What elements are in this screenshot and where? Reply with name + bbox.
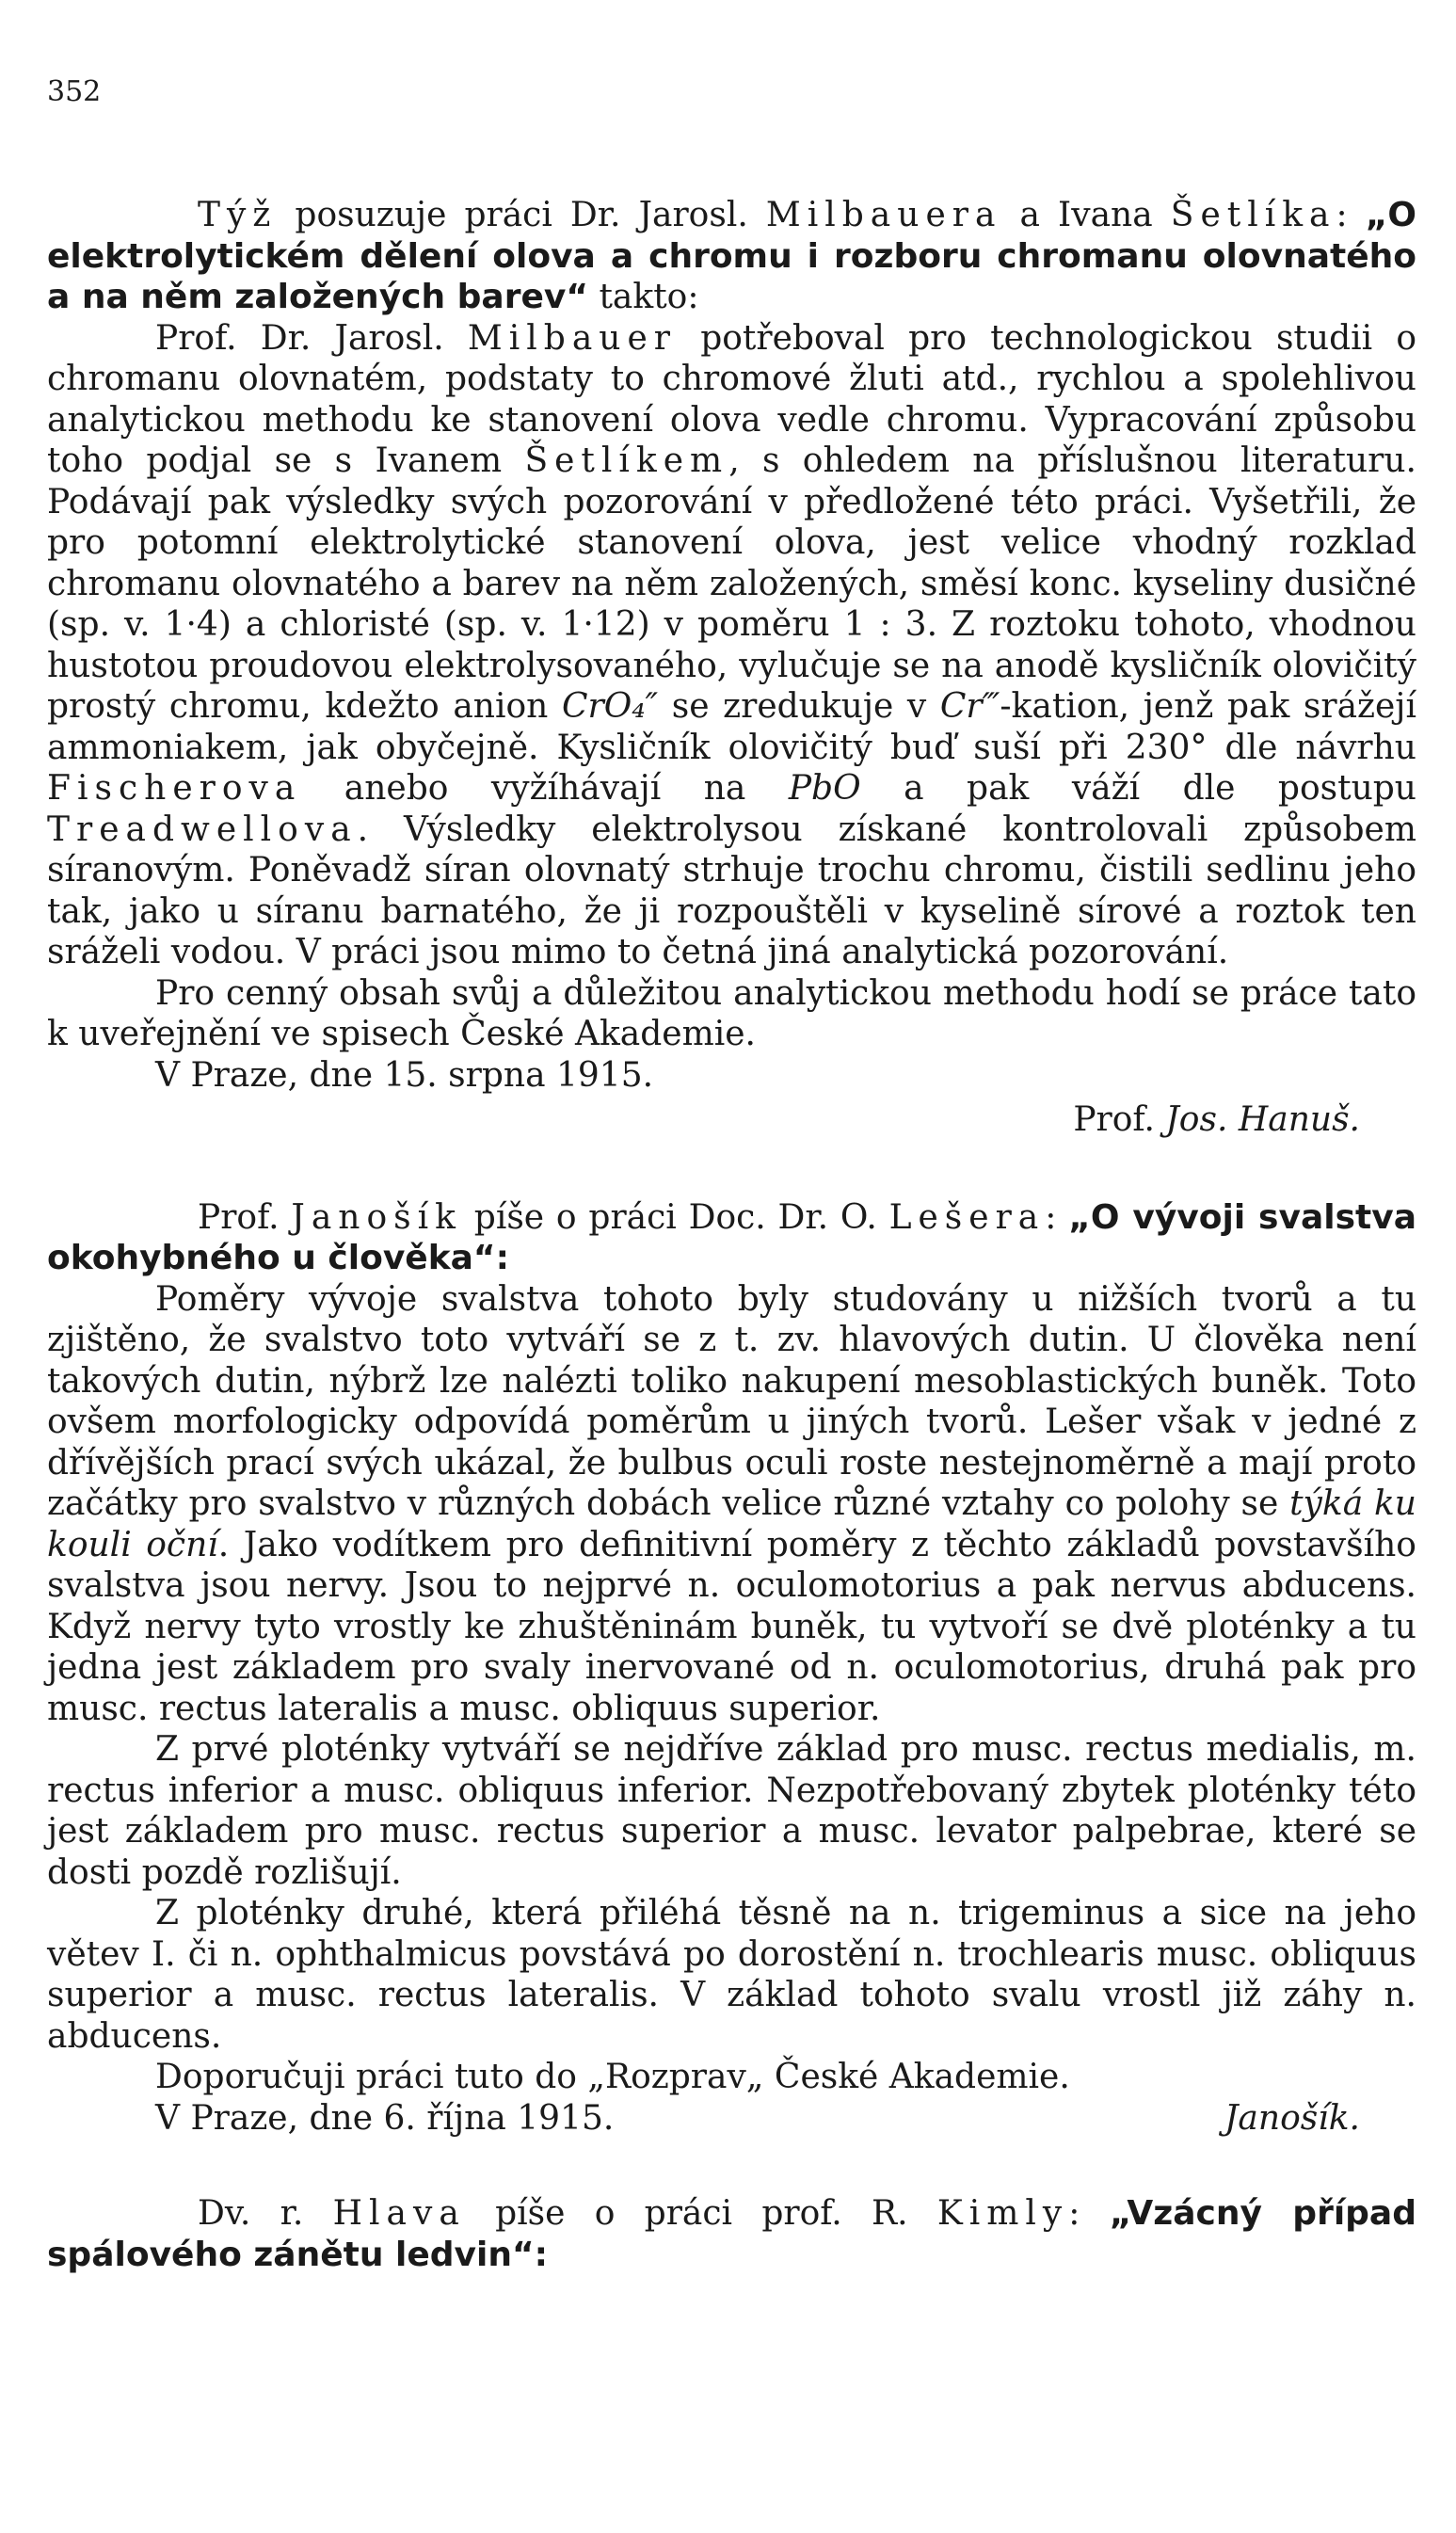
heading-text: a Ivana — [1001, 196, 1171, 234]
text-run: se zredukuje v — [658, 687, 940, 726]
review-paragraph — [47, 318, 1416, 973]
review-paragraph: Doporučuji práci tuto do „Rozprav„ České Akademie. — [155, 2058, 1070, 2096]
heading-text: posuzuje práci Dr. Jarosl. — [277, 196, 766, 234]
review-kimla — [47, 2193, 1416, 2275]
reviewer-name: Hlava — [332, 2194, 466, 2233]
author-name: Milbauera — [765, 196, 1002, 234]
heading-text: píše o práci Doc. Dr. O. — [461, 1197, 889, 1237]
text-column — [47, 195, 1416, 2275]
chemical-formula: CrO₄″ — [561, 687, 659, 726]
reviewer-name: Týž — [198, 196, 278, 234]
review-heading — [47, 2193, 1416, 2275]
paper-title: „Vzácný případ spálového zánětu ledvin“: — [47, 2194, 1416, 2274]
text-run: Poměry vývoje svalstva tohoto byly studovány u nižších tvorů a tu zjištěno, že svalstvo toto vytváří se z t. zv. hlavových dutin. U člověka není takových dutin, nýbrž lze nalézti toliko nakupení mesoblastických buněk. Toto ovšem morfologicky odpovídá poměrům u jiných tvorů. Lešer však v jedné z dřívějších prací svých ukázal, že bulbus oculi roste nestejnoměrně a mají proto začátky pro svalstvo v různých dobách velice různé vztahy co polohy se — [47, 1279, 1416, 1523]
text-run: , s ohledem na příslušnou literaturu. Podávají pak výsledky svých pozorování v předložené této práci. Vyšetřili, že pro potomní elektrolytické stanovení olova, jest velice vhodný rozklad chromanu olovnatého a barev na něm založených, směsí konc. kyseliny dusičné (sp. v. 1·4) a chloristé (sp. v. 1·12) v poměru 1 : 3. Z roztoku tohoto, vhodnou hustotou proudovou elektrolysovaného, vylučuje se na anodě kysličník olovičitý prostý chromu, kdežto anion — [47, 441, 1416, 726]
heading-text: : — [1045, 1197, 1069, 1237]
heading-text: : — [1068, 2194, 1110, 2233]
chemical-formula: PbO — [788, 769, 861, 808]
section-gap — [47, 1141, 1416, 1197]
heading-text: Dv. r. — [198, 2194, 333, 2233]
review-date: V Praze, dne 6. října 1915. — [155, 2098, 615, 2138]
text-run: a pak váží dle postupu — [860, 769, 1416, 808]
text-run: . Výsledky elektrolysou získané kontrolovali způsobem síranovým. Poněvadž síran olovnatý strhuje trochu chromu, čistili sedlinu jeho tak, jako u síranu barnatého, že ji rozpouštěli v kyselině sírové a roztok ten sráželi vodou. V práci jsou mimo to četná jiná analytická pozorování. — [47, 810, 1416, 971]
author-name: Kimly — [936, 2194, 1069, 2233]
cited-name: Treadwellova — [47, 810, 358, 849]
review-heading — [47, 195, 1416, 318]
heading-text: takto: — [588, 278, 699, 316]
paper-title: „O elektrolytickém dělení olova a chromu i rozboru chromanu olovnatého a na něm založených barev“ — [47, 196, 1416, 316]
reviewer-name: Janošík — [291, 1197, 462, 1237]
chemical-formula: Cr‴ — [939, 687, 1000, 726]
review-signature — [47, 1099, 1416, 1141]
text-run: anebo vyžíhávají na — [301, 769, 789, 808]
text-run: -kation, jenž pak srážejí ammoniakem, jak obyčejně. Kysličník olovičitý buď suší při 230° dle návrhu — [47, 687, 1416, 767]
review-paragraph — [47, 1279, 1416, 1730]
heading-text: Prof. — [198, 1197, 292, 1237]
cited-name: Fischerova — [47, 769, 302, 808]
review-date-signature — [47, 2098, 1416, 2140]
author-name: Šetlíka — [1170, 196, 1336, 234]
review-paragraph: Pro cenný obsah svůj a důležitou analytickou methodu hodí se práce tato k uveřejnění ve spisech České Akademie. — [47, 973, 1416, 1053]
review-heading — [47, 1197, 1416, 1279]
text-run: Prof. Dr. Jarosl. — [155, 318, 468, 358]
review-leser — [47, 1197, 1416, 2140]
review-paragraph: Z ploténky druhé, která přiléhá těsně na n. trigeminus a sice na jeho větev I. či n. ophthalmicus povstává po dorostění n. trochlearis musc. obliquus superior a musc. rectus lateralis. V základ tohoto svalu vrostl již záhy n. abducens. — [47, 1894, 1416, 2056]
text-run: potřeboval pro technologickou studii o chromanu olovnatém, podstaty to chromové žluti atd., rychlou a spolehlivou analytickou methodu ke stanovení olova vedle chromu. Vypracování způsobu toho podjal se s Ivanem — [47, 318, 1416, 480]
paper-title: „O vývoji svalstva okohybného u člověka“: — [47, 1197, 1416, 1277]
review-milbauer-setlik — [47, 195, 1416, 1141]
signature-prefix: Prof. — [1073, 1100, 1166, 1139]
page-number: 352 — [47, 75, 102, 108]
review-signature: Janošík. — [1224, 2098, 1360, 2138]
section-gap — [47, 2139, 1416, 2193]
signature-name: Jos. Hanuš. — [1165, 1100, 1360, 1139]
review-date: V Praze, dne 15. srpna 1915. — [155, 1055, 654, 1095]
heading-text: píše o práci prof. R. — [465, 2194, 937, 2233]
heading-text: : — [1336, 196, 1366, 234]
italic-text: týká ku kouli oční — [47, 1484, 1416, 1564]
text-run: . Jako vodítkem pro definitivní poměry z těchto základů povstavšího svalstva jsou nervy. Jsou to nejprvé n. oculomotorius a pak nervus abducens. Když nervy tyto vrostly ke zhuštěninám buněk, tu vytvoří se dvě ploténky a tu jedna jest základem pro svaly inervované od n. oculomotorius, druhá pak pro musc. rectus lateralis a musc. obliquus superior. — [47, 1525, 1416, 1728]
author-name: Lešera — [888, 1197, 1046, 1237]
author-name: Milbauer — [467, 318, 678, 358]
author-name: Šetlíkem — [524, 441, 729, 480]
review-paragraph: Z prvé ploténky vytváří se nejdříve základ pro musc. rectus medialis, m. rectus inferior a musc. obliquus inferior. Nezpotřebovaný zbytek ploténky této jest základem pro musc. rectus superior a musc. levator palpebrae, které se dosti pozdě rozlišují. — [47, 1730, 1416, 1892]
